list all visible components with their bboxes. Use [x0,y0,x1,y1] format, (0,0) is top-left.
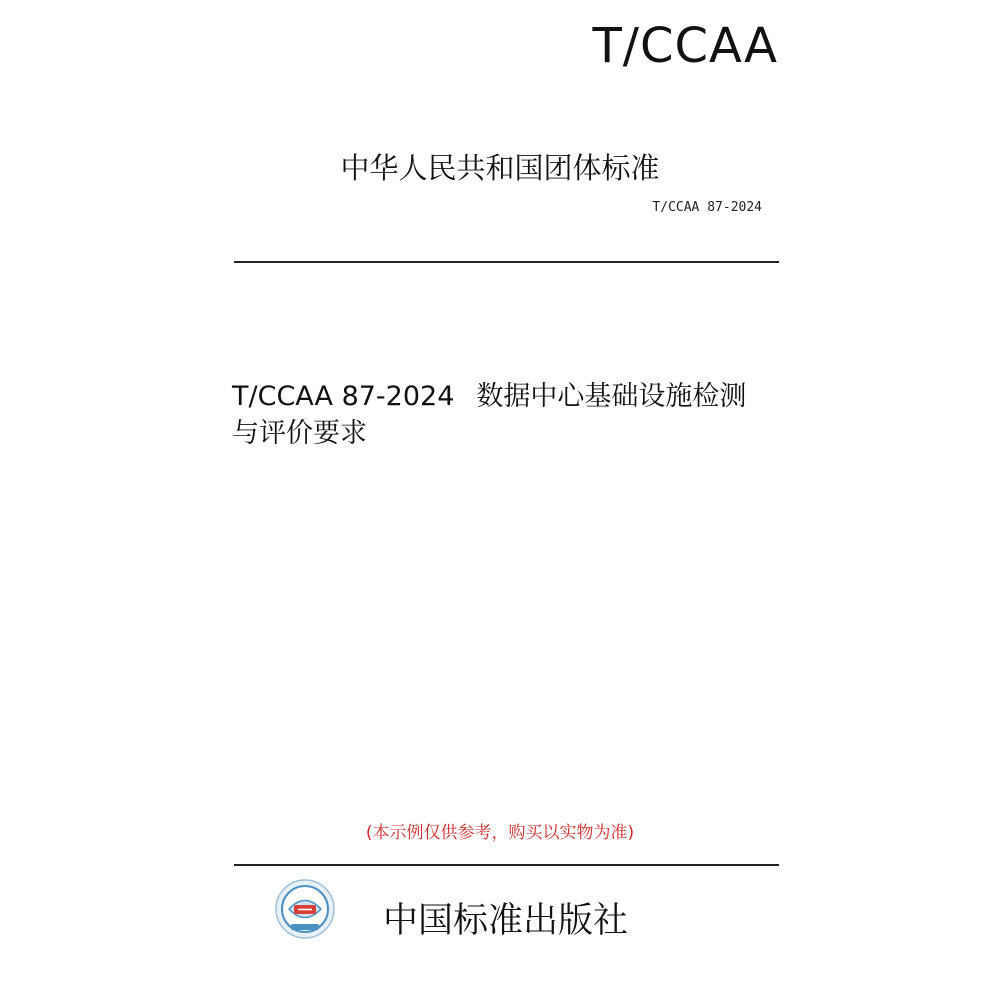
document-title-line2: 与评价要求 [232,418,367,449]
publisher-name: 中国标准出版社 [383,901,629,941]
top-divider [234,261,779,263]
bottom-divider [234,864,779,866]
document-number: T/CCAA 87-2024 [232,381,455,412]
standard-code-small: T/CCAA 87-2024 [652,200,762,215]
document-title [232,378,792,452]
publisher-logo-svg [274,878,336,940]
org-standard-title: 中华人民共和国团体标准 [340,151,660,185]
publisher-logo-icon [274,878,336,940]
disclaimer-notice: (本示例仅供参考，购买以实物为准) [365,823,635,843]
document-title-line1: 数据中心基础设施检测 [476,381,747,412]
standard-code-large: T/CCAA [592,18,778,74]
